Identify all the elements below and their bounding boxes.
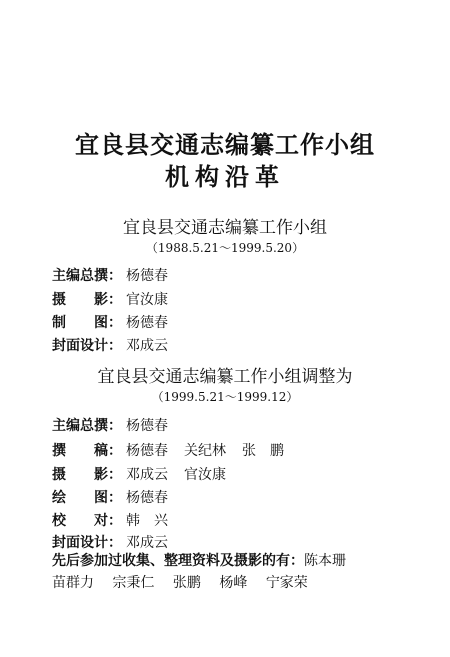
contributor-name: 宗秉仁 (112, 575, 155, 591)
row-label: 封面设计： (52, 338, 122, 354)
section1-dates: （1988.5.21～1999.5.20） (145, 241, 305, 255)
row-label: 封面设计： (52, 535, 122, 551)
row-value: 韩 兴 (126, 513, 168, 529)
section1-row (52, 289, 168, 309)
row-value: 邓成云 (126, 338, 168, 354)
section2-row (52, 487, 168, 507)
row-label: 撰 稿： (52, 443, 122, 459)
contributor-name: 陈本珊 (304, 553, 346, 569)
row-label: 主编总撰： (52, 418, 122, 434)
page-title: 宜良县交通志编纂工作小组 (75, 131, 375, 159)
contributor-name: 苗群力 (52, 575, 94, 591)
section2-dates: （1999.5.21～1999.12） (151, 390, 299, 404)
section2-row (52, 532, 168, 552)
row-label: 主编总撰： (52, 268, 122, 284)
row-label: 绘 图： (52, 490, 122, 506)
section2-row (52, 415, 168, 435)
section2-heading: 宜良县交通志编纂工作小组调整为 (97, 367, 353, 387)
row-label: 校 对： (52, 513, 122, 529)
row-label: 制 图： (52, 315, 122, 331)
section1-row (52, 265, 168, 285)
section1-heading: 宜良县交通志编纂工作小组 (123, 218, 327, 238)
row-value: 杨德春 (126, 418, 168, 434)
section2-row (52, 510, 168, 530)
contributor-name: 张鹏 (172, 575, 201, 591)
row-value: 杨德春 (126, 443, 168, 459)
row-label: 摄 影： (52, 467, 122, 483)
row-value: 杨德春 (126, 268, 168, 284)
row-label: 摄 影： (52, 292, 122, 308)
section2-row (52, 464, 226, 484)
row-value: 关纪林 (184, 443, 226, 459)
contributors-list (52, 572, 322, 592)
section1-row (52, 312, 168, 332)
row-value: 杨德春 (126, 490, 168, 506)
row-value: 邓成云 (126, 467, 168, 483)
section2-row (52, 440, 284, 460)
row-value: 官汝康 (184, 467, 226, 483)
section1-row (52, 335, 168, 355)
contributors-line (52, 550, 346, 570)
contributors-label: 先后参加过收集、整理资料及摄影的有： (52, 553, 304, 569)
row-value: 杨德春 (126, 315, 168, 331)
page-subtitle: 机构沿革 (165, 163, 285, 191)
contributor-name: 宁家荣 (265, 575, 308, 591)
row-value: 官汝康 (126, 292, 168, 308)
row-value: 张 鹏 (242, 443, 284, 459)
row-value: 邓成云 (126, 535, 168, 551)
contributor-name: 杨峰 (219, 575, 248, 591)
